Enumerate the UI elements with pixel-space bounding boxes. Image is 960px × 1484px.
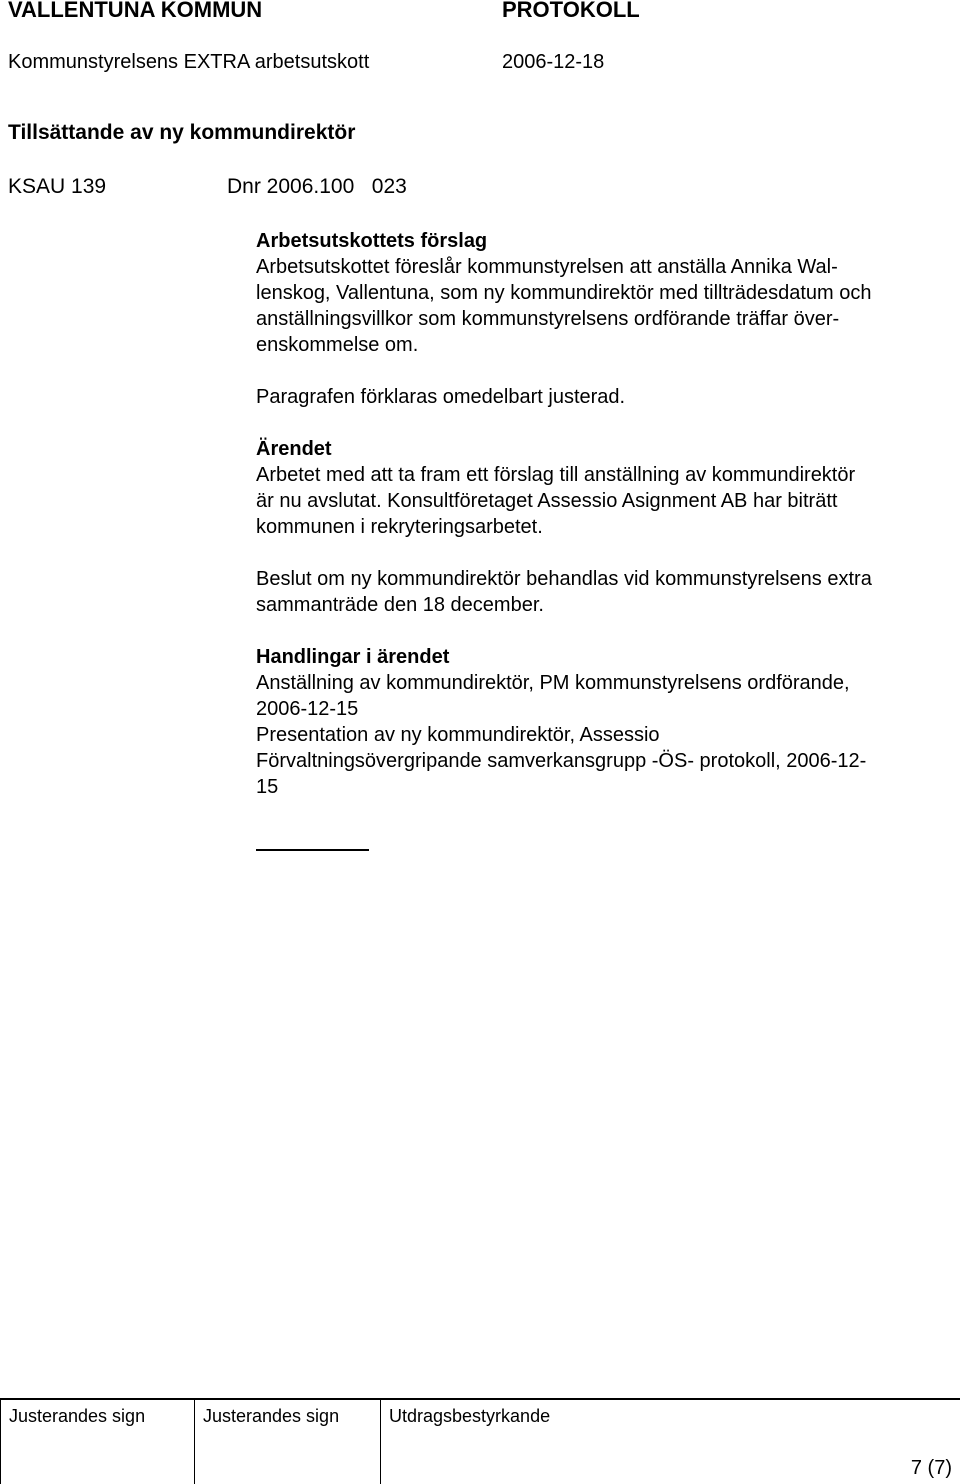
extract-certification-label: Utdragsbestyrkande	[389, 1406, 551, 1426]
document-line: Anställning av kommundirektör, PM kommunstyrelsens ordförande,	[256, 672, 850, 694]
signature-footer	[0, 1398, 960, 1484]
justified-statement: Paragrafen förklaras omedelbart justerad.	[256, 386, 626, 408]
matter-heading: Ärendet	[256, 438, 332, 460]
document-line: Presentation av ny kommundirektör, Assessio	[256, 724, 660, 746]
sign-cell-1	[0, 1400, 194, 1484]
decision-line: Beslut om ny kommundirektör behandlas vid kommunstyrelsens extra	[256, 568, 872, 590]
document-body	[256, 228, 960, 800]
proposal-text	[256, 254, 960, 358]
justifier-sign-label: Justerandes sign	[9, 1406, 146, 1426]
decision-line: sammanträde den 18 december.	[256, 594, 544, 616]
documents-heading: Handlingar i ärendet	[256, 646, 450, 668]
matter-text	[256, 462, 960, 540]
committee-name: Kommunstyrelsens EXTRA arbetsutskott	[8, 51, 370, 73]
extract-cell	[380, 1400, 960, 1484]
document-line: Förvaltningsövergripande samverkansgrupp -ÖS- protokoll, 2006-12-	[256, 750, 867, 772]
proposal-line: anställningsvillkor som kommunstyrelsens ordförande träffar över-	[256, 308, 840, 330]
organization-name: VALLENTUNA KOMMUN	[8, 0, 263, 22]
proposal-line: Arbetsutskottet föreslår kommunstyrelsen att anställa Annika Wal-	[256, 256, 838, 278]
documents-list	[256, 670, 960, 800]
page-number: 7 (7)	[910, 1457, 952, 1479]
matter-line: Arbetet med att ta fram ett förslag till anställning av kommundirektör	[256, 464, 856, 486]
document-line: 2006-12-15	[256, 698, 359, 720]
signature-line	[256, 849, 369, 851]
proposal-line: lenskog, Vallentuna, som ny kommundirektör med tillträdesdatum och	[256, 282, 872, 304]
meeting-date: 2006-12-18	[502, 51, 605, 73]
proposal-heading: Arbetsutskottets förslag	[256, 230, 488, 252]
decision-text	[256, 566, 960, 618]
proposal-line: enskommelse om.	[256, 334, 419, 356]
justifier-sign-label: Justerandes sign	[203, 1406, 340, 1426]
sign-cell-2	[194, 1400, 380, 1484]
diary-number: Dnr 2006.100 023	[227, 175, 407, 198]
paragraph-number: KSAU 139	[8, 175, 107, 198]
matter-title: Tillsättande av ny kommundirektör	[8, 121, 356, 144]
matter-line: är nu avslutat. Konsultföretaget Assessio Asignment AB har biträtt	[256, 490, 838, 512]
document-line: 15	[256, 776, 279, 798]
document-type: PROTOKOLL	[502, 0, 640, 22]
matter-line: kommunen i rekryteringsarbetet.	[256, 516, 543, 538]
